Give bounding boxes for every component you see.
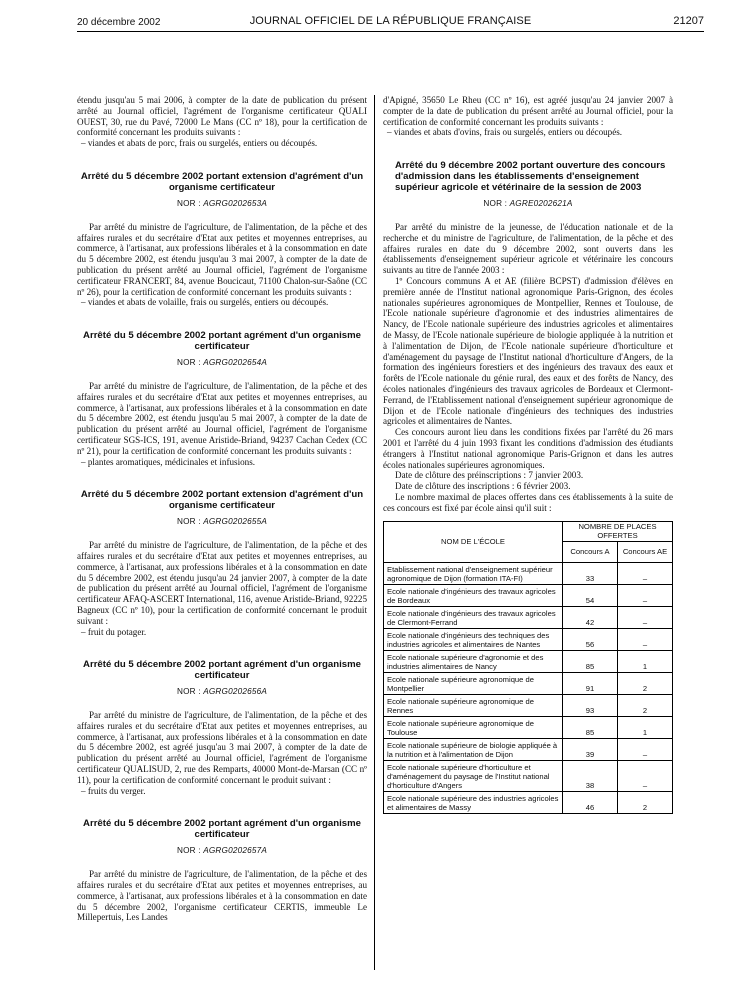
left-column [77,95,367,923]
concours-ae-cell: – [618,760,673,791]
concours-a-cell: 33 [563,562,618,584]
table-row [384,562,673,584]
intro-paragraph: étendu jusqu'au 5 mai 2006, à compter de la date de publication du présent arrêté au Journal officiel, l'agrément de l'organisme certificateur QUALI OUEST, 30, rue du Pavé, 72000 Le Mans (CC nº 18), pour la certification de conformité concernant les produits suivants : [77,95,367,138]
table-row [384,650,673,672]
nor-reference: NOR : AGRG0202656A [176,687,268,697]
nor-reference: NOR : AGRG0202657A [176,846,268,856]
concours-a-cell: 93 [563,694,618,716]
concours-a-cell: 85 [563,716,618,738]
decree-body: Par arrêté du ministre de l'agriculture, de l'alimentation, de la pêche et des affaires rurales et du secrétaire d'Etat aux petites et moyennes entreprises, au commerce, à l'artisanat, aux professions libérales et à la consommation en date du 5 décembre 2002, est étendu jusqu'au 3 mai 2007, à compter de la date de publication du présent arrêté au Journal officiel, l'agrément de l'organisme certificateur FRANCERT, 84, avenue Boucicaut, 71100 Chalon-sur-Saône (CC nº 26), pour la certification de conformité concernant les produits suivants : [77,221,367,297]
table-header-concours-ae: Concours AE [618,541,673,562]
table-row [384,791,673,813]
table-row [384,760,673,791]
concours-ae-cell: 2 [618,791,673,813]
concours-ae-cell: 1 [618,716,673,738]
concours-a-cell: 85 [563,650,618,672]
header-rule [77,31,704,32]
table-header-places: NOMBRE DE PLACES OFFERTES [563,521,673,541]
concours-ae-cell: 2 [618,672,673,694]
table-header-school: NOM DE L'ÉCOLE [384,521,563,562]
table-header-concours-a: Concours A [563,541,618,562]
decree-title: Arrêté du 9 décembre 2002 portant ouverture des concours d'admission dans les établissements d'enseignement supérieur agricole et vétérinaire de la session de 2003 [395,160,666,194]
school-name-cell: Ecole nationale d'ingénieurs des travaux agricoles de Clermont-Ferrand [384,606,563,628]
nor-reference: NOR : AGRG0202655A [176,517,268,527]
intro-product-item: – viandes et abats de porc, frais ou surgelés, entiers ou découpés. [81,138,318,149]
concours-ae-cell: 1 [618,650,673,672]
right-column [383,95,673,814]
concours-ae-cell: – [618,738,673,760]
concours-ae-cell: – [618,606,673,628]
header-journal-title: JOURNAL OFFICIEL DE LA RÉPUBLIQUE FRANÇAISE [249,15,532,27]
table-row [384,672,673,694]
nor-reference: NOR : AGRG0202654A [176,358,268,368]
school-name-cell: Ecole nationale supérieure des industries agricoles et alimentaires de Massy [384,791,563,813]
decree-title: Arrêté du 5 décembre 2002 portant extension d'agrément d'un organisme certificateur [80,170,364,193]
header-date: 20 décembre 2002 [77,17,161,28]
table-row [384,584,673,606]
concours-a-cell: 56 [563,628,618,650]
decree-body: Date de clôture des préinscriptions : 7 janvier 2003. [395,470,584,481]
column-divider [374,95,375,970]
product-item: – plantes aromatiques, médicinales et infusions. [81,456,256,467]
decree-body: Par arrêté du ministre de la jeunesse, de l'éducation nationale et de la recherche et du ministre de l'agriculture, de l'alimentation, de la pêche et des affaires rurales en date du 9 décembre 2002, sont ouverts dans les établissements d'enseignement supérieur agricole et vétérinaire les concours suivants au titre de l'année 2003 : [383,221,673,276]
decree-body: Ces concours auront lieu dans les conditions fixées par l'arrêté du 26 mars 2001 et l'arrêté du 4 juin 1993 fixant les conditions d'admission des étudiants étrangers à l'Institut national agronomique Paris-Grignon et dans les autres écoles nationales supérieures agronomiques. [383,427,673,470]
decree-body: Par arrêté du ministre de l'agriculture, de l'alimentation, de la pêche et des affaires rurales et du secrétaire d'Etat aux petites et moyennes entreprises, au commerce, à l'artisanat, aux professions libérales et à la consommation en date du 5 décembre 2002, est agréé jusqu'au 3 mai 2007, à compter de la date de publication du présent arrêté au Journal officiel, l'agrément de l'organisme certificateur QUALISUD, 2, rue des Remparts, 40000 Mont-de-Marsan (CC nº 11), pour la certification de conformité concernant le produit suivant : [77,710,367,785]
decree-title: Arrêté du 5 décembre 2002 portant agrément d'un organisme certificateur [83,818,361,841]
concours-a-cell: 54 [563,584,618,606]
concours-ae-cell: – [618,628,673,650]
concours-a-cell: 91 [563,672,618,694]
nor-reference: NOR : AGRG0202653A [176,198,268,208]
decree-title: Arrêté du 5 décembre 2002 portant agrément d'un organisme certificateur [83,659,361,682]
decree-body: Date de clôture des inscriptions : 6 février 2003. [395,481,571,492]
table-row [384,606,673,628]
decree-title: Arrêté du 5 décembre 2002 portant agrément d'un organisme certificateur [83,330,361,353]
decree-body: 1º Concours communs A et AE (filière BCPST) d'admission d'élèves en première année de l'Institut national agronomique Paris-Grignon, des écoles nationales supérieures agronomiques de Montpellier, Rennes et Toulouse, de l'Ecole nationale supérieure d'agronomie et des industries alimentaires de Nancy, de l'Ecole nationale supérieure des industries agricoles et alimentaires de Massy, de l'Ecole nationale supérieure de biologie appliquée à la nutrition et à l'alimentation de Dijon, de l'Ecole nationale supérieure d'horticulture et d'aménagement du paysage de l'Institut national d'horticulture d'Angers, de la formation des ingénieurs forestiers et des ingénieurs des travaux des eaux et forêts de l'Ecole nationale du génie rural, des eaux et des forêts de Nancy, des écoles nationales d'ingénieurs des travaux agricoles de Bordeaux et Clermont-Ferrand, de l'Etablissement national d'enseignement supérieur agronomique de Dijon et de l'Ecole nationale d'ingénieurs des techniques des industries agricoles et alimentaires de Nantes. [383,275,673,427]
school-name-cell: Ecole nationale d'ingénieurs des travaux agricoles de Bordeaux [384,584,563,606]
concours-a-cell: 39 [563,738,618,760]
decree-title: Arrêté du 5 décembre 2002 portant extension d'agrément d'un organisme certificateur [80,489,364,512]
product-item: – viandes et abats de volaille, frais ou surgelés, entiers ou découpés. [81,297,329,308]
table-row [384,716,673,738]
school-name-cell: Ecole nationale d'ingénieurs des techniques des industries agricoles et alimentaires de Nantes [384,628,563,650]
product-item: – fruits du verger. [81,785,146,796]
nor-reference: NOR : AGRE0202621A [483,199,573,209]
product-item: – viandes et abats d'ovins, frais ou surgelés, entiers ou découpés. [387,127,623,138]
header-page-number: 21207 [673,15,704,27]
page-header [77,15,704,29]
school-name-cell: Ecole nationale supérieure agronomique de Toulouse [384,716,563,738]
continued-paragraph: d'Apigné, 35650 Le Rheu (CC nº 16), est agréé jusqu'au 24 janvier 2007 à compter de la date de publication du présent arrêté au Journal officiel, pour la certification de conformité concernant les produits suivants : [383,95,673,127]
school-name-cell: Ecole nationale supérieure agronomique de Montpellier [384,672,563,694]
school-name-cell: Ecole nationale supérieure agronomique de Rennes [384,694,563,716]
concours-ae-cell: – [618,584,673,606]
table-body [384,562,673,813]
concours-a-cell: 46 [563,791,618,813]
school-name-cell: Ecole nationale supérieure d'horticulture et d'aménagement du paysage de l'Institut national d'horticulture d'Angers [384,760,563,791]
school-name-cell: Ecole nationale supérieure d'agronomie et des industries alimentaires de Nancy [384,650,563,672]
concours-a-cell: 38 [563,760,618,791]
concours-a-cell: 42 [563,606,618,628]
decree-body: Par arrêté du ministre de l'agriculture, de l'alimentation, de la pêche et des affaires rurales et du secrétaire d'Etat aux petites et moyennes entreprises, au commerce, à l'artisanat, aux professions libérales et à la consommation en date du 5 décembre 2002, l'organisme certificateur CERTIS, immeuble Le Millepertuis, Les Landes [77,869,367,923]
school-name-cell: Ecole nationale supérieure de biologie appliquée à la nutrition et à l'alimentation de Dijon [384,738,563,760]
decree-body: Par arrêté du ministre de l'agriculture, de l'alimentation, de la pêche et des affaires rurales et du secrétaire d'Etat aux petites et moyennes entreprises, au commerce, à l'artisanat, aux professions libérales et à la consommation en date du 5 décembre 2002, est étendu jusqu'au 24 janvier 2007, à compter de la date de publication du présent arrêté au Journal officiel, l'agrément de l'organisme certificateur AFAQ-ASCERT International, 116, avenue Aristide-Briand, 92225 Bagneux (CC nº 10), pour la certification de conformité concernant le produit suivant : [77,540,367,626]
concours-ae-cell: 2 [618,694,673,716]
table-row [384,694,673,716]
places-table [383,521,673,814]
table-row [384,738,673,760]
decree-body: Par arrêté du ministre de l'agriculture, de l'alimentation, de la pêche et des affaires rurales et du secrétaire d'Etat aux petites et moyennes entreprises, au commerce, à l'artisanat, aux professions libérales et à la consommation en date du 5 décembre 2002, est étendu jusqu'au 5 mai 2007, à compter de la date de publication du présent arrêté au Journal officiel, l'agrément de l'organisme certificateur SGS-ICS, 191, avenue Aristide-Briand, 94237 Cachan Cedex (CC nº 21), pour la certification de conformité concernant les produits suivants : [77,380,367,456]
decree-body: Le nombre maximal de places offertes dans ces établissements à la suite de ces concours est fixé par école ainsi qu'il suit : [383,491,673,513]
school-name-cell: Etablissement national d'enseignement supérieur agronomique de Dijon (formation ITA-FI) [384,562,563,584]
table-row [384,628,673,650]
product-item: – fruit du potager. [81,626,147,637]
concours-ae-cell: – [618,562,673,584]
